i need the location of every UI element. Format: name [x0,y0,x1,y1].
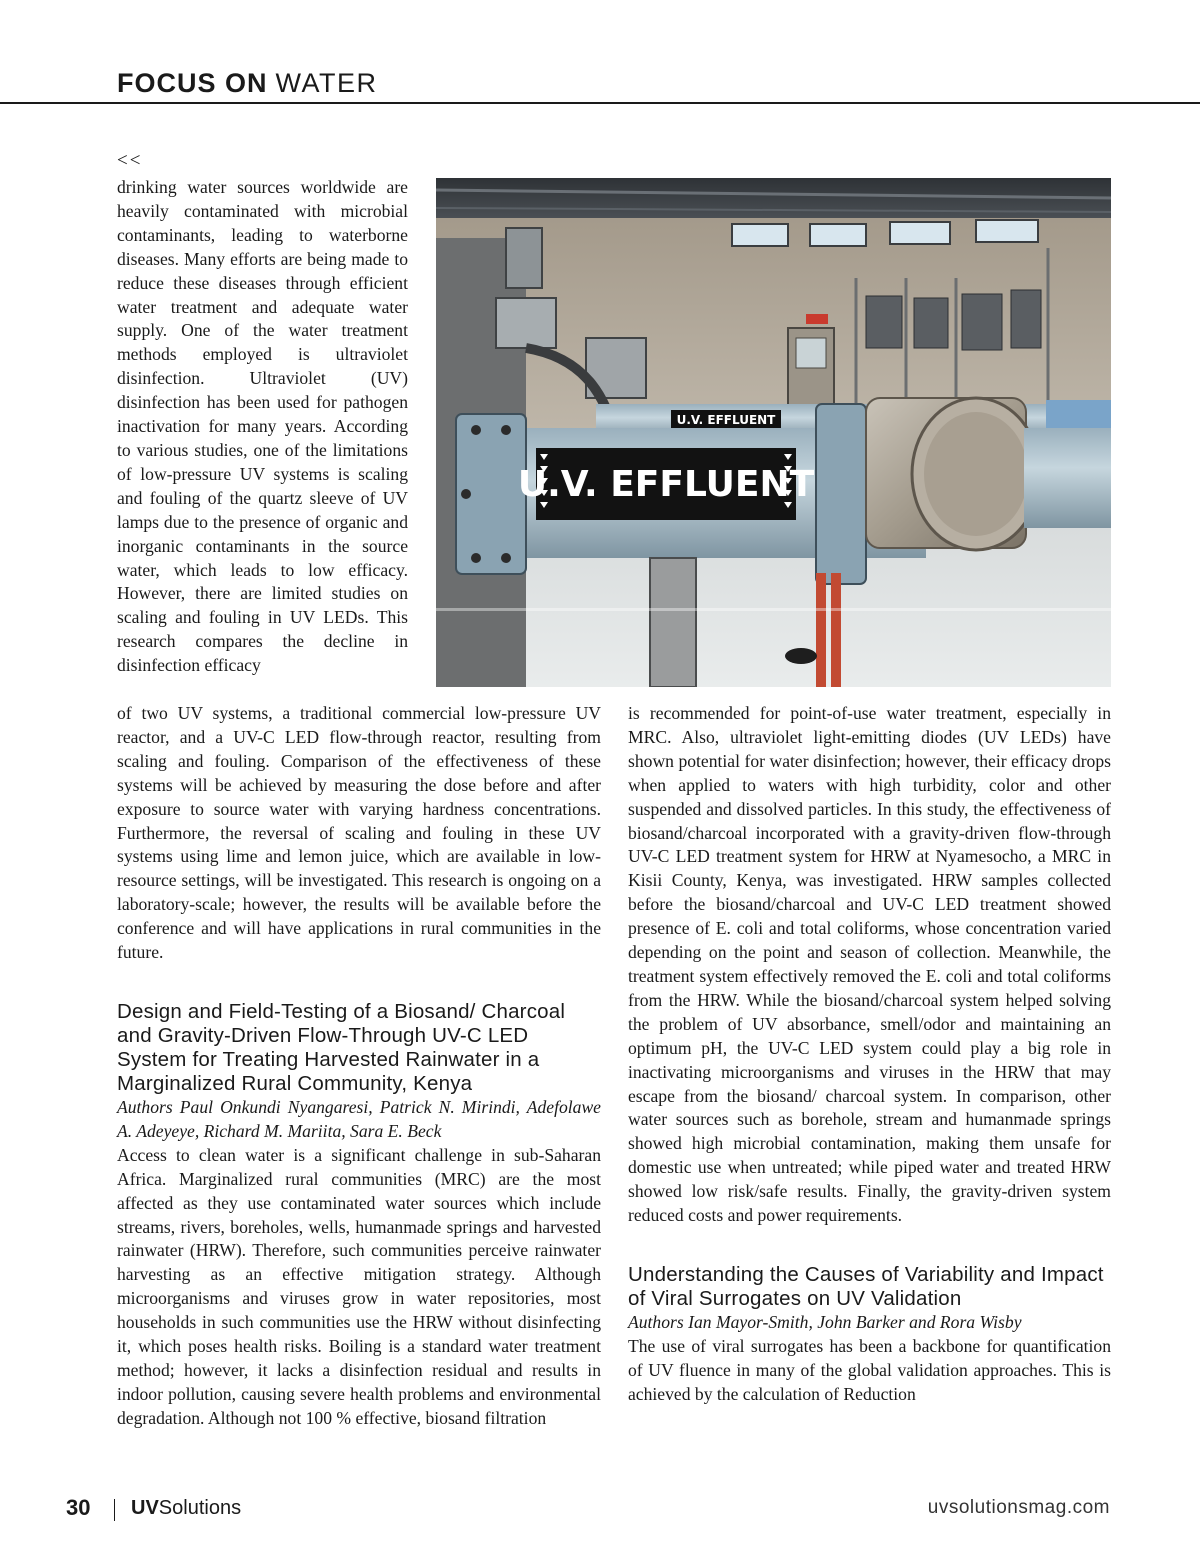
uv-reactor-photo [436,178,1111,687]
article3-body: The use of viral surrogates has been a backbone for quantification of UV fluence in many of the global validation approaches. This is achieved by the calculation of Reduction [628,1335,1111,1404]
article2-body-right: is recommended for point-of-use water treatment, especially in MRC. Also, ultraviolet light-emitting diodes (UV LEDs) have shown potential for water disinfection; however, their efficacy drops when applied to waters with high turbidity, color and other suspended and dissolved particles. In this study, the effectiveness of biosand/charcoal incorporated with a gravity-driven flow-through UV-C LED treatment system for HRW at Nyamesocho, a MRC in Kisii County, Kenya, was investigated. HRW samples collected before the biosand/charcoal and UV-C LED treatment showed presence of E. coli and total coliforms, whose concentration varied depending on the point and season of collection. Meanwhile, the treatment system effectively removed the E. coli and total coliforms from the HRW. While the biosand/charcoal system helped solving the problem of UV absorbance, smell/odor and maintaining an optimum pH, the UV-C LED system could play a big role in inactivating microorganisms and viruses in the HRW that may escape from the biosand/ charcoal system. In comparison, other water sources such as borehole, stream and humanmade springs showed high microbial contamination, making them unsafe for domestic use when untreated; while piped water and treated HRW showed low risk/safe results. Finally, the gravity-driven system reduced costs and power requirements. [628,703,1111,1226]
article1-intro-column [117,176,408,678]
magazine-brand-bold: UV [131,1497,159,1519]
left-column [117,702,601,1431]
magazine-brand-light: Solutions [158,1497,242,1519]
article1-continued-paragraph: of two UV systems, a traditional commercial low-pressure UV reactor, and a UV-C LED flow-through reactor, resulting from scaling and fouling. Comparison of the effectiveness of these systems will be achieved by measuring the dose before and after exposure to source water with varying hardness concentrations. Furthermore, the reversal of scaling and fouling in these UV systems using lime and lemon juice, which are available in low-resource settings, will be investigated. This research is ongoing on a laboratory-scale; however, the results will be available before the conference and will have applications in rural communities in the future. [117,703,601,963]
article3-authors: Authors Ian Mayor-Smith, John Barker and Rora Wisby [628,1311,1022,1332]
right-column [628,702,1111,1407]
header-divider [0,102,1200,104]
article1-intro-paragraph: drinking water sources worldwide are heavily contaminated with microbial contaminants, leading to waterborne diseases. Many efforts are being made to reduce these diseases through efficient water treatment and adequate water supply. One of the water treatment methods employed is ultraviolet disinfection. Ultraviolet (UV) disinfection has been used for pathogen inactivation for many years. According to various studies, one of the limitations of low-pressure UV systems is scaling and fouling of the quartz sleeve of UV lamps due to the presence of organic and inorganic contaminants in the source water, which leads to low efficacy. However, there are limited studies on scaling and fouling in UV LEDs. This research compares the decline in disinfection efficacy [117,177,408,676]
article2-title: Design and Field-Testing of a Biosand/ Charcoal and Gravity-Driven Flow-Through UV-C LED System for Treating Harvested Rainwater in a Marginalized Rural Community, Kenya [117,999,566,1095]
magazine-url: uvsolutionsmag.com [927,1497,1110,1518]
section-header-light: WATER [275,68,378,98]
large-pipe-label: U.V. EFFLUENT [517,464,815,505]
continuation-mark: << [117,150,143,171]
section-header [117,66,378,100]
page-number: 30 [66,1495,91,1520]
article2-authors: Authors Paul Onkundi Nyangaresi, Patrick N. Mirindi, Adefolawe A. Adeyeye, Richard M. Mariita, Sara E. Beck [117,1096,601,1141]
magazine-brand [131,1495,241,1521]
footer-divider [114,1499,115,1521]
article3-title: Understanding the Causes of Variability and Impact of Viral Surrogates on UV Validation [628,1262,1104,1310]
small-pipe-label: U.V. EFFLUENT [676,413,776,427]
section-header-bold: FOCUS ON [117,68,268,98]
article2-body-left: Access to clean water is a significant challenge in sub-Saharan Africa. Marginalized rural communities (MRC) are the most affected as they use contaminated water sources which include streams, rivers, boreholes, wells, humanmade springs and harvested rainwater (HRW). Therefore, such communities perceive rainwater harvesting as an effective mitigation strategy. Although microorganisms and viruses grow in water repositories, most households in such communities use the HRW without disinfecting it, which poses health risks. Boiling is a standard water treatment method; however, it lacks a disinfection residual and results in indoor pollution, causing severe health problems and environmental degradation. Although not 100 % effective, biosand filtration [117,1144,601,1428]
